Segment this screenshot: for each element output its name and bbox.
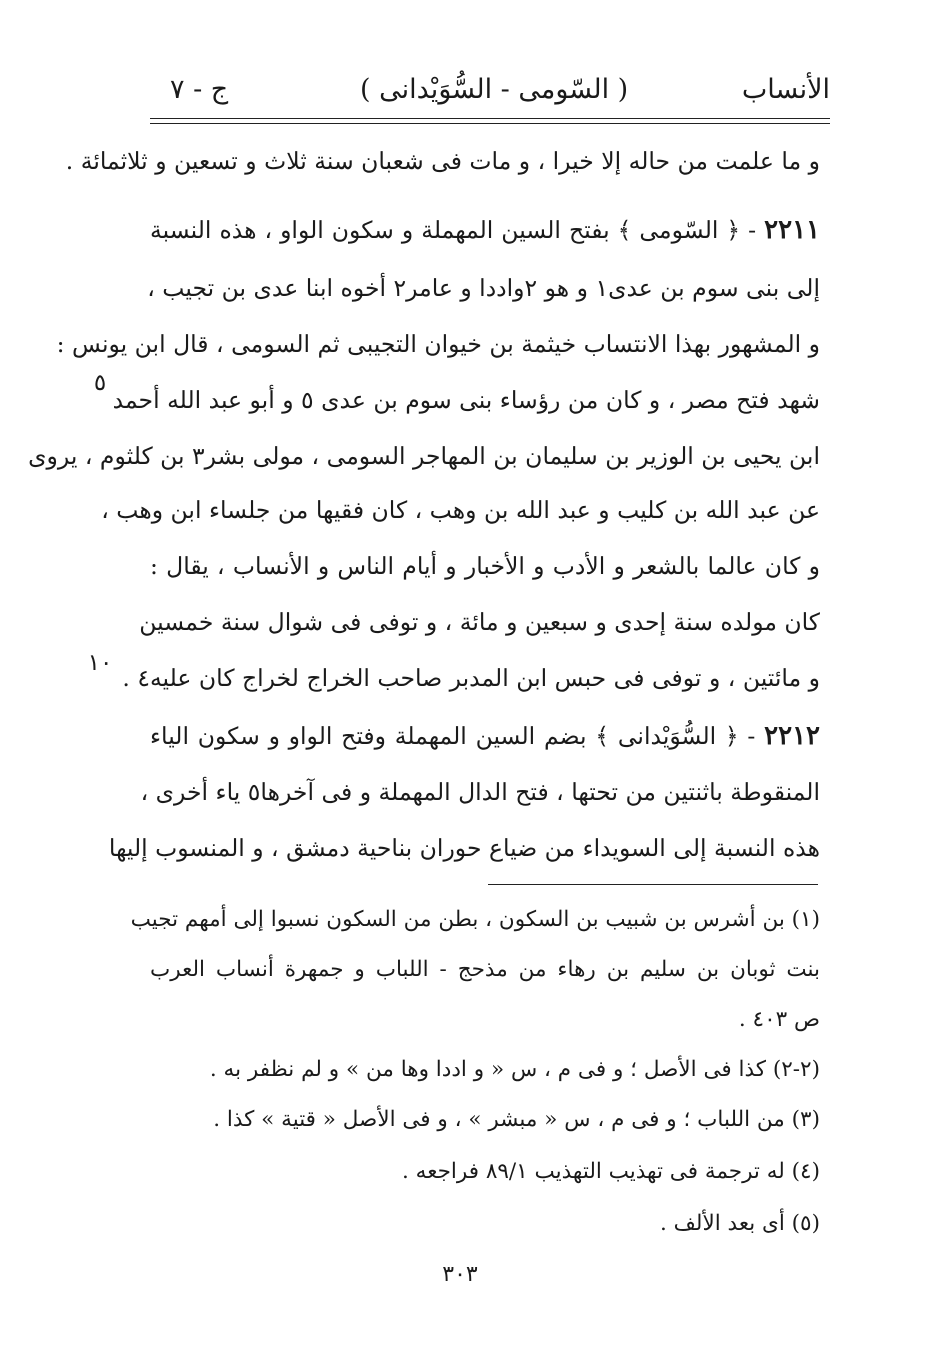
running-header <box>150 70 830 116</box>
text-line <box>122 652 820 704</box>
line-text: هذه النسبة إلى السويداء من ضياع حوران بناحية دمشق ، و المنسوب إليها <box>108 834 820 862</box>
footnote-line: (٥) أى بعد الألف . <box>660 1211 820 1236</box>
line-text: و كان عالما بالشعر و الأدب و الأخبار و أيام الناس و الأنساب ، يقال : <box>150 552 820 580</box>
page-number: ٣٠٣ <box>442 1262 478 1287</box>
line-text: - ﴿ السّومى ﴾ بفتح السين المهملة و سكون الواو ، هذه النسبة <box>150 216 765 244</box>
line-text: كان مولده سنة إحدى و سبعين و مائة ، و توفى فى شوال سنة خمسين <box>139 608 820 636</box>
line-text: - ﴿ السُّوَيْدانى ﴾ بضم السين المهملة وفتح الواو و سكون الياء <box>150 722 765 750</box>
text-line <box>140 766 820 818</box>
footnote-line: (٢-٢) كذا فى الأصل ؛ و فى م ، س « و اددا وها من » و لم نظفر به . <box>209 1057 820 1082</box>
line-text: و ما علمت من حاله إلا خيرا ، و مات فى شعبان سنة ثلاث و تسعين و ثلاثمائة . <box>65 147 820 175</box>
text-line <box>147 262 820 314</box>
margin-line-number: ٥ <box>93 370 107 396</box>
entry-number: ٢٢١١ <box>764 215 820 245</box>
entry-number: ٢٢١٢ <box>764 721 820 751</box>
footnote-line: (٣) من اللباب ؛ و فى م ، س « مبشر » ، و فى الأصل « قتية » كذا . <box>213 1107 820 1132</box>
text-line <box>150 204 820 256</box>
header-book-name: الأنساب <box>741 74 830 105</box>
margin-line-number: ١٠ <box>87 650 113 676</box>
text-line <box>112 374 820 426</box>
line-text: المنقوطة باثنتين من تحتها ، فتح الدال المهملة و فى آخرها٥ ياء أخرى ، <box>140 778 820 806</box>
footnote-line: (٤) له ترجمة فى تهذيب التهذيب ٨٩/١ فراجعه . <box>402 1159 820 1184</box>
text-line <box>65 135 820 187</box>
line-text: عن عبد الله بن كليب و عبد الله بن وهب ، كان فقيها من جلساء ابن وهب ، <box>101 496 820 524</box>
header-volume: ج - ٧ <box>170 74 229 105</box>
line-text: و المشهور بهذا الانتساب خيثمة بن خيوان التجيبى ثم السومى ، قال ابن يونس : <box>56 330 820 358</box>
line-text: ابن يحيى بن الوزير بن سليمان بن المهاجر السومى ، مولى بشر٣ بن كلثوم ، يروى <box>28 442 820 470</box>
text-line <box>139 596 820 648</box>
header-rule-upper <box>150 118 830 119</box>
footnote-separator <box>488 884 818 885</box>
line-text: و مائتين ، و توفى فى حبس ابن المدبر صاحب الخراج لخراج كان عليه٤ . <box>122 664 820 692</box>
header-title: ( السّومى - السُّوَيْدانى ) <box>360 74 629 105</box>
text-line <box>150 710 820 762</box>
line-text: شهد فتح مصر ، و كان من رؤساء بنى سوم بن عدى ٥ و أبو عبد الله أحمد <box>112 386 820 414</box>
text-line <box>56 318 820 370</box>
text-line <box>28 430 820 482</box>
header-rule-lower <box>150 123 830 124</box>
line-text: إلى بنى سوم بن عدى١ و هو ٢واددا و عامر٢ أخوه ابنا عدى بن تجيب ، <box>147 274 820 302</box>
footnote-line: بنت ثوبان بن سليم بن رهاء من مذحج - اللباب و جمهرة أنساب العرب <box>150 957 820 982</box>
text-line <box>108 822 820 874</box>
footnote-line: ص ٤٠٣ . <box>738 1007 820 1032</box>
text-line <box>150 540 820 592</box>
footnote-line: (١) بن أشرس بن شبيب بن السكون ، بطن من السكون نسبوا إلى أمهم تجيب <box>130 907 820 932</box>
text-line <box>101 484 820 536</box>
